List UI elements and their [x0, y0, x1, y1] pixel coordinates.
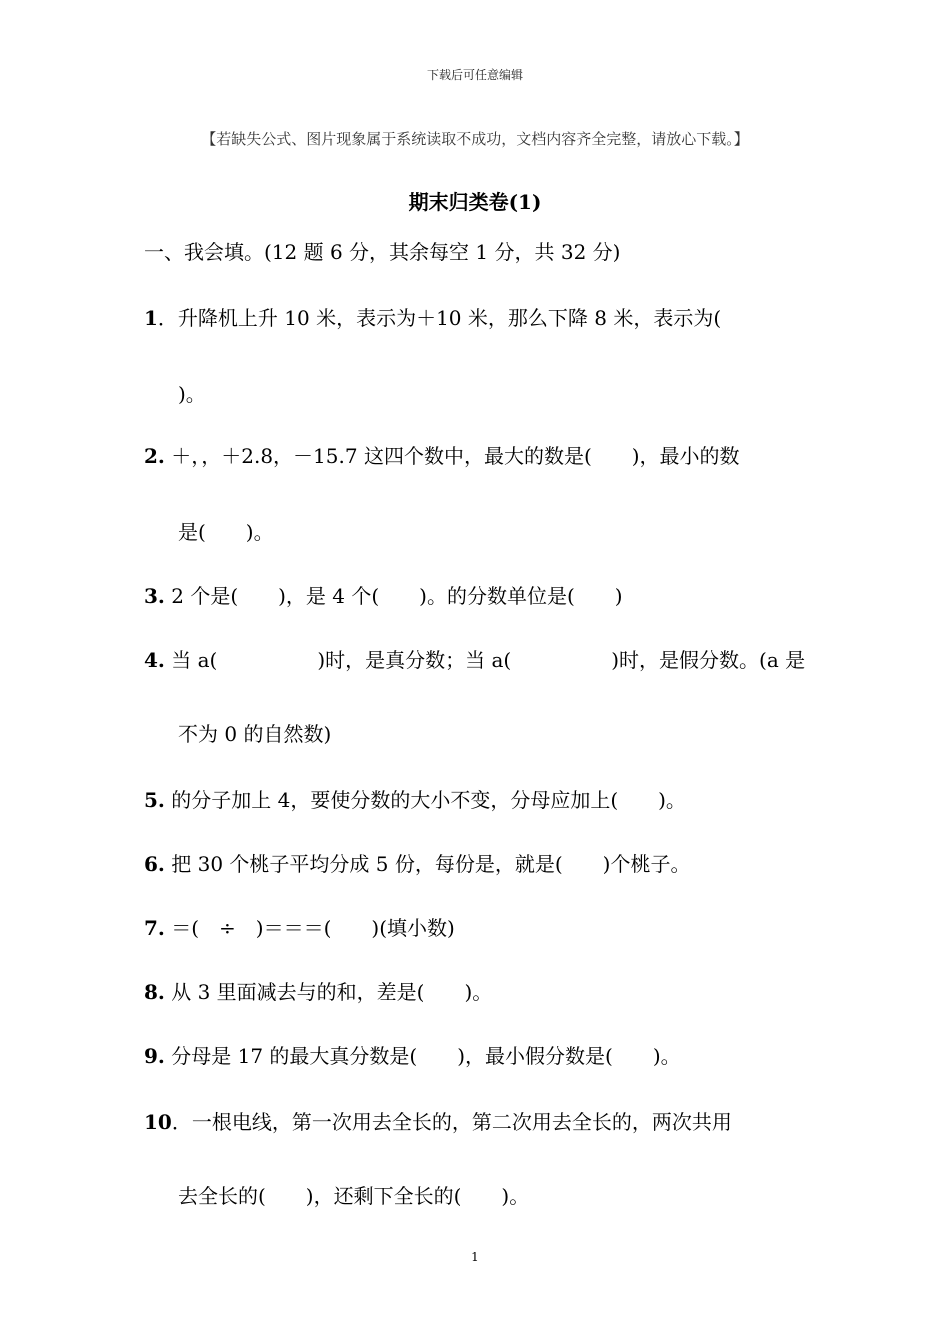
question-text: ．升降机上升 10 米，表示为＋10 米，那么下降 8 米，表示为( [157, 306, 722, 330]
header-note: 下载后可任意编辑 [426, 68, 523, 82]
question-1-continuation: )。 [178, 382, 206, 406]
question-10 [144, 1106, 732, 1135]
question-number: 7. [144, 916, 165, 940]
question-text: ＝( ÷ )＝＝＝( )(填小数) [164, 916, 455, 940]
question-4 [144, 644, 805, 673]
question-9 [144, 1040, 681, 1069]
question-text: ．一根电线，第一次用去全长的，第二次用去全长的，两次共用 [171, 1110, 732, 1134]
question-text: 当 a( )时，是真分数；当 a( )时，是假分数。(a 是 [164, 648, 806, 672]
question-number: 2. [144, 444, 165, 468]
question-number: 5. [144, 788, 165, 812]
question-2 [144, 440, 740, 469]
question-8 [144, 976, 492, 1005]
question-text: 分母是 17 的最大真分数是( )，最小假分数是( )。 [164, 1044, 681, 1068]
section-heading: 一、我会填。(12 题 6 分，其余每空 1 分，共 32 分) [144, 240, 621, 264]
question-10-continuation: 去全长的( )，还剩下全长的( )。 [178, 1184, 530, 1208]
question-text: 2 个是( )，是 4 个( )。的分数单位是( ) [164, 584, 623, 608]
question-number: 6. [144, 852, 165, 876]
page-title: 期末归类卷(1) [408, 190, 542, 214]
question-number: 10 [144, 1110, 172, 1134]
question-1 [144, 302, 721, 331]
question-text: 的分子加上 4，要使分数的大小不变，分母应加上( )。 [164, 788, 686, 812]
question-5 [144, 784, 686, 813]
question-text: ＋，，＋2.8，－15.7 这四个数中，最大的数是( )，最小的数 [164, 444, 740, 468]
question-number: 4. [144, 648, 165, 672]
question-text: 从 3 里面减去与的和，差是( )。 [164, 980, 493, 1004]
page-number: 1 [471, 1250, 479, 1264]
missing-content-notice: 【若缺失公式、图片现象属于系统读取不成功，文档内容齐全完整，请放心下载。】 [201, 130, 749, 148]
question-2-continuation: 是( )。 [178, 520, 274, 544]
question-text: 把 30 个桃子平均分成 5 份，每份是，就是( )个桃子。 [164, 852, 691, 876]
question-3 [144, 580, 623, 609]
question-number: 1 [144, 306, 158, 330]
question-7 [144, 912, 455, 941]
question-6 [144, 848, 690, 877]
question-number: 9. [144, 1044, 165, 1068]
question-number: 3. [144, 584, 165, 608]
question-4-continuation: 不为 0 的自然数) [178, 722, 332, 746]
question-number: 8. [144, 980, 165, 1004]
